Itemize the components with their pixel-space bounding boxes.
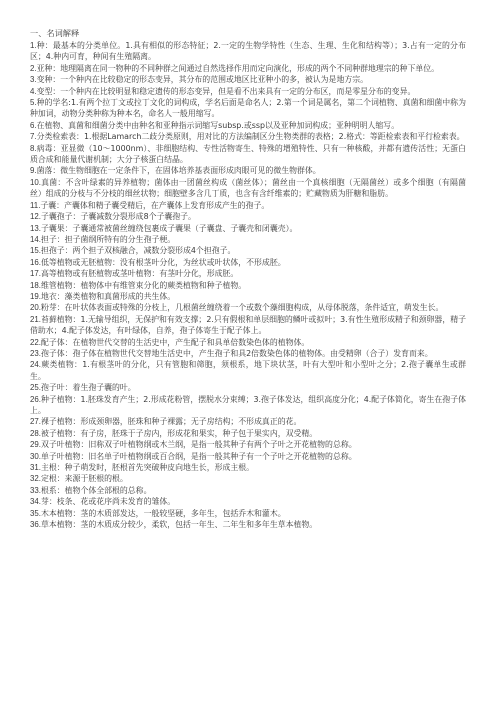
definition-entry [30,508,466,519]
entry-text: 粉芽：在叶状体表面或特殊的分枝上，几根菌丝缠绕着一个或数个藻细胞构成，从母体脱落，条件适宜，萌发生长。 [40,303,444,313]
entry-text: 种子植物：1.胚珠发育产生；2.形成花粉管，摆脱水分束缚；3.孢子体发达，组织高度分化；4.配子体简化，寄生在孢子体上。 [30,394,466,415]
entry-text: 担子：担子菌纲所特有的分生孢子梗。 [40,234,176,244]
definition-entry [30,40,466,63]
entry-text: 变型：一个种内在比较明显和稳定遗传的形态变异，但是看不出来具有一定的分布区，而是零星分布的变异。 [36,86,416,96]
definition-entry [30,131,466,142]
entry-number: 20. [30,303,41,313]
entry-number: 4. [30,86,37,96]
entry-text: 双子叶植物：旧称双子叶植物纲或木兰纲，是指一般其种子有两个子叶之开花植物的总称。 [40,440,357,450]
entry-text: 单子叶植物：旧名单子叶植物纲或百合纲，是指一般其种子有一个子叶之开花植物的总称。 [40,451,357,461]
definition-entry [30,302,466,313]
entry-text: 维管植物：植物体中有维管束分化的蕨类植物和种子植物。 [40,280,247,290]
entry-text: 担孢子：两个担子双核融合，减数分裂形成4个担孢子。 [40,246,236,256]
definition-entry [30,63,466,74]
entry-number: 24. [30,360,41,370]
definition-entry [30,439,466,450]
entry-number: 1. [30,41,37,50]
definition-entry [30,314,466,337]
entry-text: 亚种：地理隔离在同一物种的不同种群之间通过自然选择作用而定向演化，形成的两个不同种群地理宗的种下单位。 [36,63,440,73]
entry-text: 配子体：在植物世代交替的生活史中，产生配子和具单倍数染色体的植物体。 [40,337,310,347]
entry-number: 33. [30,485,41,495]
entry-number: 12. [30,212,41,222]
entry-number: 29. [30,440,41,450]
entry-number: 18. [30,280,41,290]
definition-entry [30,257,466,268]
entry-text: 病毒：亚显微（10～1000nm）、非细胞结构、专性活物寄生、特殊的增殖特性、只有一种核酸，并都有遗传活性；无蛋白质合成和能量代谢机制；大分子核蛋白结晶。 [30,143,466,165]
entry-number: 6. [30,120,37,130]
definition-entry [30,291,466,302]
definition-entry [30,462,466,473]
entry-number: 32. [30,474,41,484]
definition-entry [30,473,466,484]
entry-number: 31. [30,463,41,473]
entry-number: 11. [30,200,41,210]
entry-number: 25. [30,383,41,393]
entry-number: 21. [30,314,41,324]
definition-entry [30,496,466,507]
entry-text: 种的学名:1.有两个拉丁文或拉丁文化的词构成，学名后面是命名人；2.第一个词是属名，第二个词植物、真菌和细菌中称为种加词，动物分类种称为种本名，命名人一般用缩写。 [30,98,466,119]
entry-number: 22. [30,337,41,347]
entry-text: 分类检索表：1.根据Lamarch二歧分类原则，用对比的方法编制区分生物类群的表格；2.格式：等距检索表和平行检索表。 [36,132,465,142]
entry-number: 13. [30,223,41,233]
definition-entry [30,234,466,245]
entry-number: 2. [30,63,37,73]
entry-text: 在植物、真菌和细菌分类中由种名和亚种指示词缩写subsp.或ssp以及亚种加词构成；亚种明明人缩写。 [36,120,400,130]
entry-text: 子囊孢子：子囊减数分裂形成8个子囊孢子。 [40,212,196,222]
definition-entry [30,211,466,222]
entry-number: 30. [30,451,41,461]
definition-entry [30,200,466,211]
entry-text: 孢子体：孢子体在植物世代交替地生活史中，产生孢子和具2倍数染色体的植物体。由受精卵（合子）发育而来。 [40,348,433,358]
entry-text: 苔藓植物：1.无输导组织，无保护和有效支撑；2.只有假根和单层细胞的鳞叶或拟叶；3.有性生殖形成精子和颈卵器，精子借助水；4.配子体发达，有叶绿体，自养，孢子体寄生于配子体上。 [30,314,466,336]
entry-text: 被子植物：有子房，胚珠于子房内，形成花和果实，种子包于果实内，双受精。 [40,428,318,438]
section-title: 一、名词解释 [30,28,80,38]
entry-text: 变种：一个种内在比较稳定的形态变异，其分布的范围或地区比亚种小的多，被认为是地方宗。 [36,75,369,85]
entry-number: 15. [30,246,41,256]
entry-number: 17. [30,269,41,279]
entry-number: 26. [30,394,41,404]
definition-entry [30,280,466,291]
entry-text: 芽：枝条、花或花序尚未发育的雏体。 [40,497,176,507]
entry-number: 36. [30,520,41,530]
definition-entry [30,97,466,120]
definition-entry [30,268,466,279]
definition-entry [30,359,466,382]
entry-number: 16. [30,257,41,267]
definition-entry [30,120,466,131]
definition-entry [30,86,466,97]
entry-number: 35. [30,508,41,518]
entry-text: 低等植物或无胚植物：没有根茎叶分化，为丝状或叶状体，不形成胚。 [40,257,286,267]
definition-entry [30,428,466,439]
entry-list [30,40,466,530]
entry-text: 子囊：产囊体和精子囊受精后，在产囊体上发育形成产生的孢子。 [40,200,270,210]
entry-text: 木本植物：茎的木质部发达，一般较坚硬，多年生，包括乔木和灌木。 [40,508,286,518]
definition-entry [30,519,466,530]
entry-number: 34. [30,497,41,507]
entry-number: 19. [30,291,41,301]
entry-text: 主根：种子萌发时，胚根首先突破种皮向地生长，形成主根。 [40,463,255,473]
entry-text: 高等植物或有胚植物或茎叶植物：有茎叶分化，形成胚。 [40,269,239,279]
entry-text: 种：最基本的分类单位。1.具有相似的形态特征；2.一定的生物学特性（生态、生理、生化和结构等）；3.占有一定的分布区；4.种内可育，种间有生殖隔离。 [30,41,466,62]
definition-entry [30,223,466,234]
entry-text: 草本植物：茎的木质成分较少，柔软，包括一年生、二年生和多年生草本植物。 [40,520,318,530]
entry-number: 5. [30,98,37,108]
entry-number: 7. [30,132,37,142]
entry-number: 14. [30,234,41,244]
entry-number: 3. [30,75,37,85]
entry-text: 蕨类植物：1.有根茎叶的分化，只有管胞和筛胞，须根系，地下块状茎，叶有大型叶和小型叶之分；2.孢子囊单生或群生。 [30,360,466,381]
entry-text: 真菌：不含叶绿素的异养植物；菌体由一团菌丝构成（菌丝体）；菌丝由一个真核细胞（无隔菌丝）或多个细胞（有隔菌丝）组成的分枝与不分枝的细丝状物；细胞壁多含几丁质，也含有含纤维素的；贮藏物质为肝糖和脂肪。 [30,177,466,199]
entry-text: 菌落：微生物细胞在一定条件下，在固体培养基表面形成肉眼可见的微生物群体。 [36,166,321,176]
entry-text: 子囊果：子囊通常被菌丝缠绕包裹成子囊果（子囊盘、子囊壳和闭囊壳）。 [40,223,298,233]
entry-text: 根系：植物个体全部根的总称。 [40,485,152,495]
definition-entry [30,177,466,200]
definition-entry [30,394,466,417]
definition-entry [30,451,466,462]
definition-entry [30,337,466,348]
definition-entry [30,143,466,166]
entry-number: 9. [30,166,37,176]
entry-text: 地衣：藻类植物和真菌形成的共生体。 [40,291,176,301]
entry-text: 裸子植物：形成颈卵器，胚珠和种子裸露；无子房结构；不形成真正的花。 [40,417,302,427]
entry-text: 定根：来源于胚根的根。 [40,474,128,484]
definition-entry [30,416,466,427]
entry-number: 8. [30,143,37,153]
entry-text: 孢子叶：着生孢子囊的叶。 [40,383,136,393]
entry-number: 23. [30,348,41,358]
definition-entry [30,74,466,85]
entry-number: 10. [30,177,41,187]
definition-entry [30,348,466,359]
definition-entry [30,485,466,496]
definition-entry [30,382,466,393]
entry-number: 27. [30,417,41,427]
entry-number: 28. [30,428,41,438]
definition-entry [30,245,466,256]
definition-entry [30,165,466,176]
